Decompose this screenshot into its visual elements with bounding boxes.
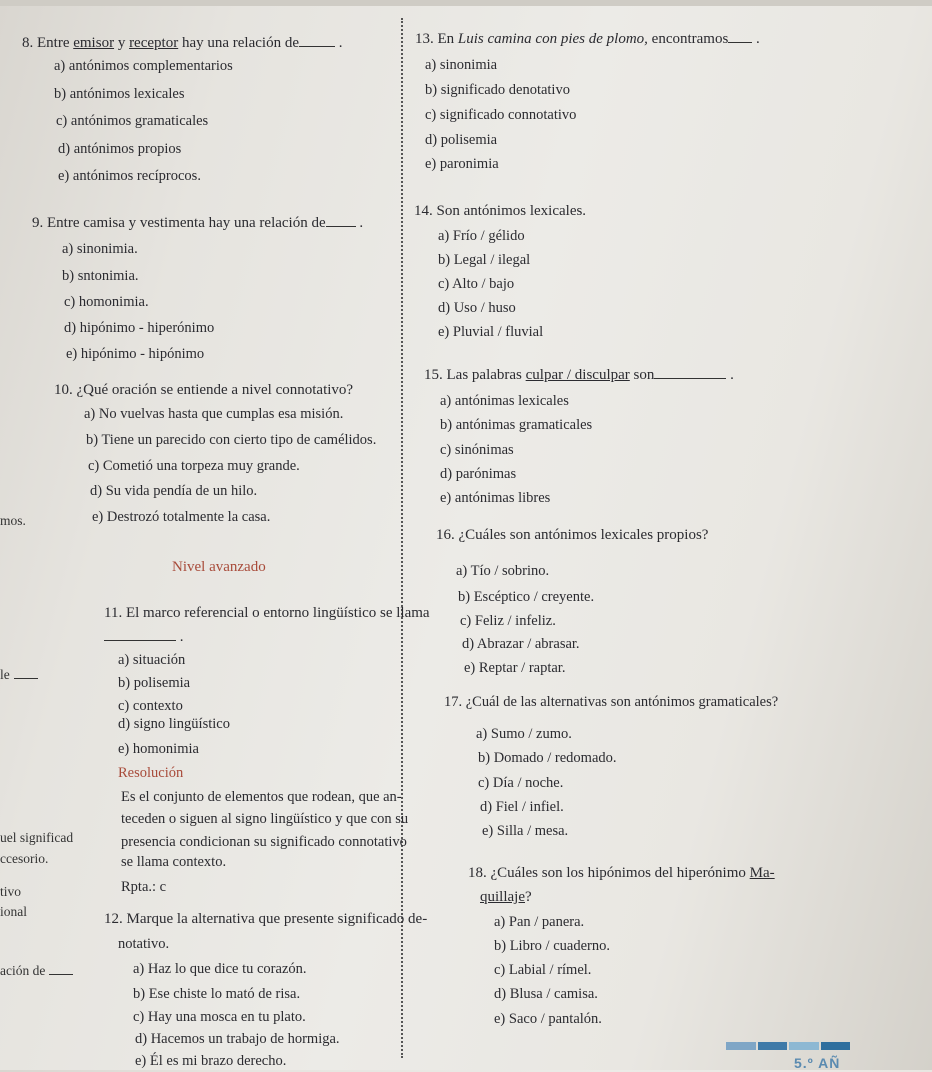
resolution-text: presencia condicionan su significado connotativo [121, 834, 407, 850]
question-14-option[interactable]: c) Alto / bajo [438, 276, 515, 292]
question-11-option[interactable]: c) contexto [118, 698, 183, 714]
edge-fragment: le [0, 666, 38, 684]
answer-text: Rpta.: c [121, 879, 167, 895]
edge-fragment: mos. [0, 513, 26, 528]
question-13-option[interactable]: d) polisemia [425, 132, 498, 148]
question-15-stem: 15. Las palabras culpar / disculpar son . [424, 367, 734, 383]
question-12-option[interactable]: e) Él es mi brazo derecho. [135, 1053, 287, 1069]
question-13-option[interactable]: c) significado connotativo [425, 107, 577, 123]
question-13-option[interactable]: b) significado denotativo [425, 82, 570, 98]
question-8-option[interactable]: e) antónimos recíprocos. [58, 168, 201, 184]
question-12-stem: 12. Marque la alternativa que presente significado de- [104, 911, 428, 927]
edge-fragment: ccesorio. [0, 851, 49, 866]
question-17-option[interactable]: c) Día / noche. [478, 775, 564, 791]
question-9-option[interactable]: b) sntonimia. [62, 268, 139, 284]
question-15-option[interactable]: e) antónimas libres [440, 490, 551, 506]
question-15-option[interactable]: d) parónimas [440, 466, 517, 482]
question-12-option[interactable]: c) Hay una mosca en tu plato. [133, 1009, 306, 1025]
question-10-option[interactable]: c) Cometió una torpeza muy grande. [88, 458, 300, 474]
question-9-option[interactable]: c) homonimia. [64, 294, 149, 310]
question-17-option[interactable]: b) Domado / redomado. [478, 750, 617, 766]
question-15-option[interactable]: b) antónimas gramaticales [440, 417, 593, 433]
resolution-text: teceden o siguen al signo lingüístico y que con su [121, 811, 409, 827]
question-12-option[interactable]: a) Haz lo que dice tu corazón. [133, 961, 307, 977]
question-8-option[interactable]: d) antónimos propios [58, 141, 182, 157]
question-8-option[interactable]: c) antónimos gramaticales [56, 113, 209, 129]
question-9-option[interactable]: d) hipónimo - hiperónimo [64, 320, 215, 336]
question-14-stem: 14. Son antónimos lexicales. [414, 203, 587, 219]
question-17-option[interactable]: d) Fiel / infiel. [480, 799, 564, 815]
question-8-option[interactable]: a) antónimos complementarios [54, 58, 233, 74]
question-9-stem: 9. Entre camisa y vestimenta hay una relación de . [32, 215, 364, 231]
resolution-text: se llama contexto. [121, 854, 227, 870]
question-16-option[interactable]: e) Reptar / raptar. [464, 660, 566, 676]
question-12-option[interactable]: d) Hacemos un trabajo de hormiga. [135, 1031, 340, 1047]
column-divider [401, 18, 403, 1058]
question-9-option[interactable]: a) sinonimia. [62, 241, 138, 257]
question-10-option[interactable]: a) No vuelvas hasta que cumplas esa misión. [84, 406, 344, 422]
question-14-option[interactable]: e) Pluvial / fluvial [438, 324, 544, 340]
question-17-option[interactable]: e) Silla / mesa. [482, 823, 569, 839]
question-11-option[interactable]: b) polisemia [118, 675, 191, 691]
question-14-option[interactable]: d) Uso / huso [438, 300, 516, 316]
edge-fragment: ación de [0, 962, 73, 980]
question-18-option[interactable]: a) Pan / panera. [494, 914, 585, 930]
question-8-option[interactable]: b) antónimos lexicales [54, 86, 185, 102]
edge-fragment: ional [0, 904, 27, 919]
resolution-label: Resolución [118, 765, 184, 781]
question-18-option[interactable]: d) Blusa / camisa. [494, 986, 598, 1002]
question-11-option[interactable]: a) situación [118, 652, 186, 668]
edge-fragment: tivo [0, 884, 22, 899]
edge-fragment: uel significad [0, 830, 74, 845]
question-16-option[interactable]: d) Abrazar / abrasar. [462, 636, 580, 652]
question-10-option[interactable]: e) Destrozó totalmente la casa. [92, 509, 271, 525]
resolution-text: Es el conjunto de elementos que rodean, que an- [121, 789, 402, 805]
footer-color-bar [726, 1042, 850, 1050]
question-11-option[interactable]: e) homonimia [118, 741, 199, 757]
question-16-stem: 16. ¿Cuáles son antónimos lexicales propios? [436, 527, 709, 543]
question-9-option[interactable]: e) hipónimo - hipónimo [66, 346, 205, 362]
question-15-option[interactable]: c) sinónimas [440, 442, 514, 458]
question-18-option[interactable]: e) Saco / pantalón. [494, 1011, 602, 1027]
page-top-edge [0, 0, 932, 6]
footer-bar-segment [821, 1042, 851, 1050]
question-18-option[interactable]: b) Libro / cuaderno. [494, 938, 610, 954]
question-18-option[interactable]: c) Labial / rímel. [494, 962, 592, 978]
answer-blank: . [104, 628, 184, 646]
question-16-option[interactable]: c) Feliz / infeliz. [460, 613, 556, 629]
question-14-option[interactable]: b) Legal / ilegal [438, 252, 531, 268]
question-10-option[interactable]: b) Tiene un parecido con cierto tipo de camélidos. [86, 432, 377, 448]
section-heading: Nivel avanzado [172, 559, 266, 575]
question-17-stem: 17. ¿Cuál de las alternativas son antónimos gramaticales? [444, 694, 779, 710]
question-10-option[interactable]: d) Su vida pendía de un hilo. [90, 483, 258, 499]
question-16-option[interactable]: b) Escéptico / creyente. [458, 589, 595, 605]
footer-bar-segment [789, 1042, 819, 1050]
question-13-option[interactable]: a) sinonimia [425, 57, 498, 73]
question-15-option[interactable]: a) antónimas lexicales [440, 393, 569, 409]
question-18-stem: 18. ¿Cuáles son los hipónimos del hiperónimo Ma- [468, 865, 775, 881]
question-16-option[interactable]: a) Tío / sobrino. [456, 563, 550, 579]
question-17-option[interactable]: a) Sumo / zumo. [476, 726, 572, 742]
question-8-stem: 8. Entre emisor y receptor hay una relación de . [22, 35, 343, 51]
question-11-option[interactable]: d) signo lingüístico [118, 716, 230, 732]
footer-bar-segment [726, 1042, 756, 1050]
footer-bar-segment [758, 1042, 788, 1050]
question-13-stem: 13. En Luis camina con pies de plomo, encontramos . [415, 31, 760, 47]
question-12-option[interactable]: b) Ese chiste lo mató de risa. [133, 986, 301, 1002]
question-13-option[interactable]: e) paronimia [425, 156, 499, 172]
question-12-stem-cont: notativo. [118, 936, 170, 952]
question-18-stem-cont: quillaje? [480, 889, 532, 905]
question-10-stem: 10. ¿Qué oración se entiende a nivel connotativo? [54, 382, 354, 398]
grade-label: 5.º AÑ [794, 1055, 841, 1071]
question-14-option[interactable]: a) Frío / gélido [438, 228, 525, 244]
question-11-stem: 11. El marco referencial o entorno lingüístico se llama [104, 605, 430, 621]
